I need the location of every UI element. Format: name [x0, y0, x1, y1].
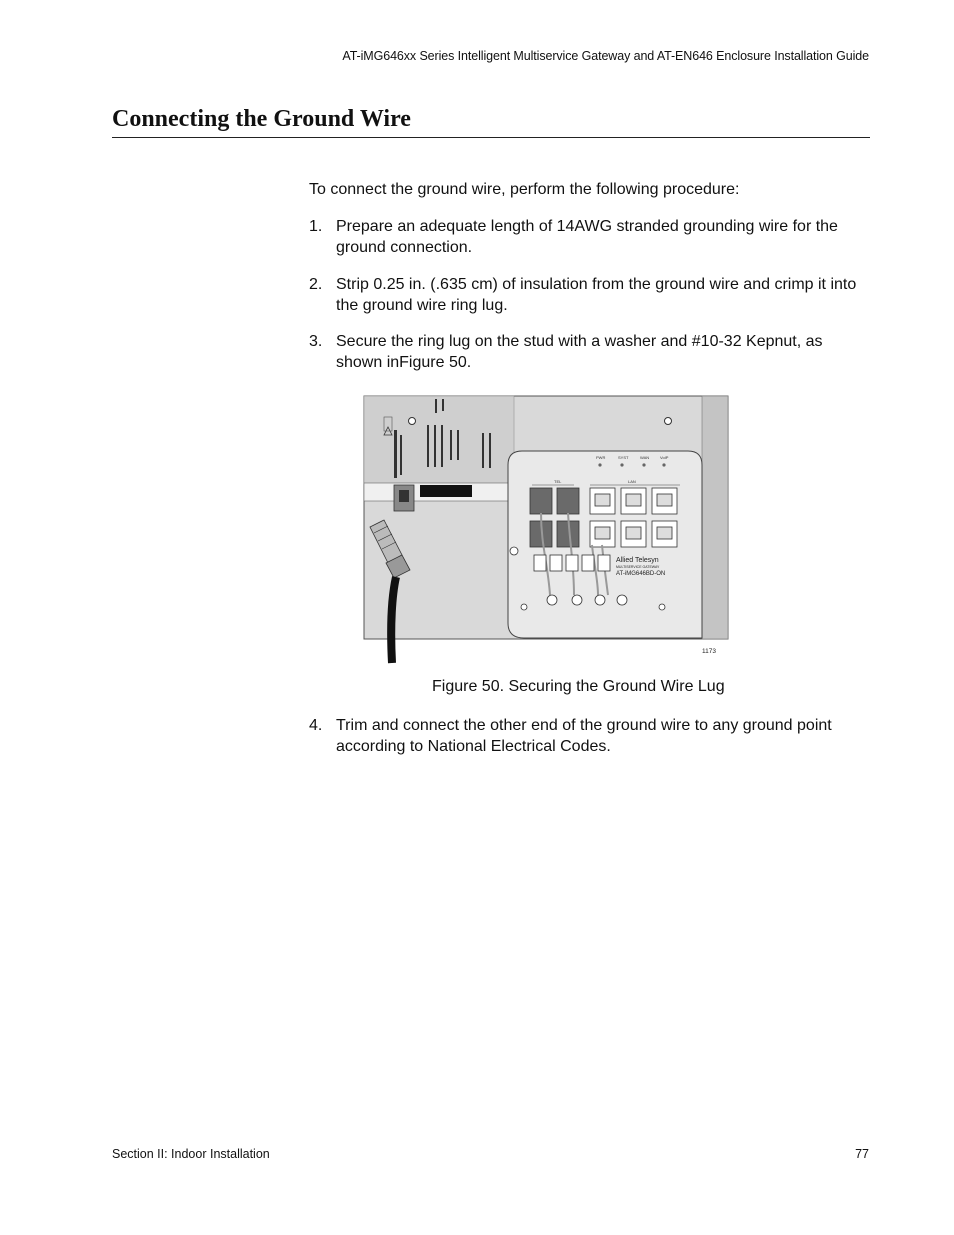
port-group-label: LAN: [628, 479, 636, 484]
step-number: 4.: [309, 717, 323, 734]
step-text: Prepare an adequate length of 14AWG stranded grounding wire for the ground connection.: [336, 218, 838, 256]
led-label: VoIP: [660, 455, 669, 460]
device-model: AT-iMG646BD-ON: [616, 571, 666, 577]
intro-paragraph: To connect the ground wire, perform the following procedure:: [309, 181, 740, 198]
ground-wire: [391, 577, 396, 663]
step-number: 2.: [309, 276, 323, 293]
running-header: AT-iMG646xx Series Intelligent Multiservice Gateway and AT-EN646 Enclosure Installation Guide: [342, 49, 869, 63]
step-number: 3.: [309, 333, 323, 350]
figure-caption: Figure 50. Securing the Ground Wire Lug: [432, 678, 725, 695]
enclosure-side: [702, 396, 728, 639]
led-label: WAN: [640, 455, 650, 460]
port-group-label: TEL: [554, 479, 562, 484]
step-number: 1.: [309, 218, 323, 235]
page-number: 77: [855, 1147, 869, 1161]
step-text: Strip 0.25 in. (.635 cm) of insulation from the ground wire and crimp it into the ground wire ring lug.: [336, 276, 857, 314]
section-title: Connecting the Ground Wire: [112, 106, 870, 138]
device-subtitle: MULTISERVICE GATEWAY: [616, 565, 660, 569]
gateway-illustration: [362, 395, 730, 665]
screw-icon: [665, 418, 672, 425]
figure-id: 1173: [702, 648, 716, 655]
stud-slot: [420, 485, 472, 497]
screw-icon: [409, 418, 416, 425]
figure-ground-wire-lug: [362, 395, 730, 665]
step-text: Secure the ring lug on the stud with a washer and #10-32 Kepnut, as shown inFigure 50.: [336, 333, 823, 371]
brand-logo: Allied Telesyn: [616, 557, 659, 564]
kepnut: [399, 490, 409, 502]
footer-section: Section II: Indoor Installation: [112, 1147, 270, 1161]
label-panel: [364, 396, 514, 484]
led-label: SYST: [618, 455, 629, 460]
step-text: Trim and connect the other end of the ground wire to any ground point according to National Electrical Codes.: [336, 717, 832, 755]
led-label: PWR: [596, 455, 606, 460]
